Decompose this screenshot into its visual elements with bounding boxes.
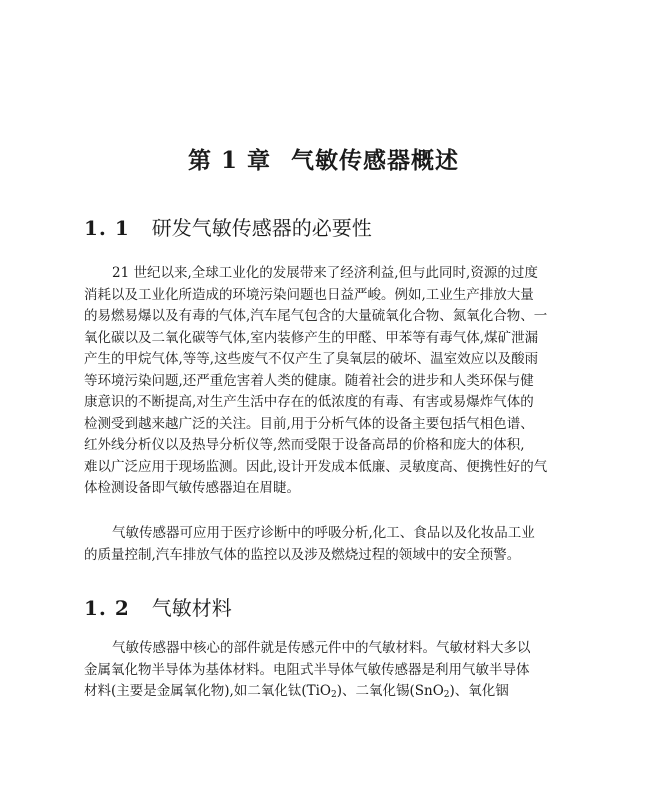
text-line: 的易燃易爆以及有毒的气体,汽车尾气包含的大量硫氧化合物、氮氧化合物、一 [84, 308, 548, 324]
text-segment: )、二氧化锡(SnO [336, 683, 444, 699]
text-line: 康意识的不断提高,对生产生活中存在的低浓度的有毒、有害或易爆炸气体的 [84, 394, 534, 410]
text-line: 消耗以及工业化所造成的环境污染问题也日益严峻。例如,工业生产排放大量 [84, 286, 534, 303]
chapter-number: 第 1 章 [187, 147, 272, 174]
section-title: 气敏材料 [151, 596, 232, 620]
paragraph-necessity [84, 263, 560, 500]
section-title: 研发气敏传感器的必要性 [151, 216, 372, 240]
section-heading-1-1 [84, 212, 372, 241]
text-line: 检测受到越来越广泛的关注。目前,用于分析气体的设备主要包括气相色谱、 [84, 415, 534, 432]
text-line: 红外线分析仪以及热导分析仪等,然而受限于设备高昂的价格和庞大的体积, [84, 437, 525, 453]
section-heading-1-2 [84, 592, 232, 621]
text-line: 气敏传感器中核心的部件就是传感元件中的气敏材料。气敏材料大多以 [112, 640, 531, 656]
chapter-title-text: 气敏传感器概述 [291, 147, 460, 174]
text-line: 气敏传感器可应用于医疗诊断中的呼吸分析,化工、食品以及化妆品工业 [112, 525, 535, 541]
text-line: 21 世纪以来,全球工业化的发展带来了经济利益,但与此同时,资源的过度 [112, 265, 538, 281]
text-segment: 材料(主要是金属氧化物),如二氧化钛(TiO [84, 683, 331, 699]
text-line: 氧化碳以及二氧化碳等气体,室内装修产生的甲醛、甲苯等有毒气体,煤矿泄漏 [84, 329, 539, 346]
chapter-title [0, 142, 647, 175]
text-line: 难以广泛应用于现场监测。因此,设计开发成本低廉、灵敏度高、便携性好的气 [84, 458, 548, 475]
text-segment: )、氧化铟 [449, 683, 509, 699]
subscript: 2 [330, 690, 337, 700]
section-number: 1. 1 [84, 216, 130, 240]
text-line: 的质量控制,汽车排放气体的监控以及涉及燃烧过程的领域中的安全预警。 [84, 546, 521, 563]
text-line-formula [84, 681, 560, 703]
subscript: 2 [443, 690, 450, 700]
paragraph-materials [84, 638, 560, 703]
text-line: 体检测设备即气敏传感器迫在眉睫。 [84, 480, 300, 496]
text-line: 等环境污染问题,还严重危害着人类的健康。随着社会的进步和人类环保与健 [84, 372, 534, 389]
paragraph-applications [84, 523, 560, 566]
section-number: 1. 2 [84, 596, 130, 620]
text-line: 产生的甲烷气体,等等,这些废气不仅产生了臭氧层的破坏、温室效应以及酸雨 [84, 351, 539, 367]
text-line: 金属氧化物半导体为基体材料。电阻式半导体气敏传感器是利用气敏半导体 [84, 661, 530, 678]
